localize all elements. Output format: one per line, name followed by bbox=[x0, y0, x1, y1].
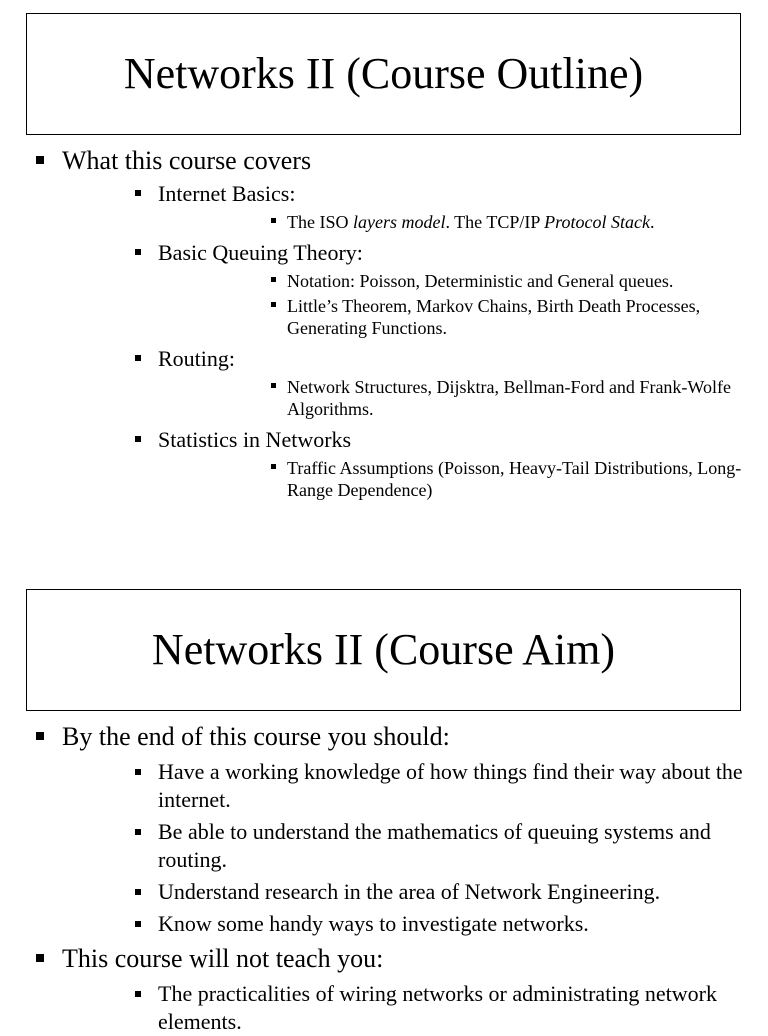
sub-item-list bbox=[62, 980, 768, 1036]
sub-item bbox=[62, 758, 768, 814]
sub-item-list bbox=[62, 758, 768, 938]
slide-title-box bbox=[26, 13, 741, 135]
sub-item bbox=[62, 818, 768, 874]
slide-title: Networks II (Course Outline) bbox=[123, 49, 644, 98]
bullet-item bbox=[0, 146, 768, 501]
section-item bbox=[62, 426, 768, 501]
slide-title-box bbox=[26, 589, 741, 711]
sub-item-text: The practicalities of wiring networks or administrating network elements. bbox=[158, 981, 718, 1034]
italic-term: Protocol Stack bbox=[544, 212, 650, 232]
sub-item-text: Have a working knowledge of how things find their way about the internet. bbox=[158, 759, 743, 812]
sub-item-list bbox=[158, 270, 768, 339]
sub-item-text: Little’s Theorem, Markov Chains, Birth Death Processes, Generating Functions. bbox=[287, 296, 701, 338]
italic-term: layers model bbox=[353, 212, 446, 232]
sub-item bbox=[62, 910, 768, 938]
sub-item-text: Network Structures, Dijsktra, Bellman-Ford and Frank-Wolfe Algorithms. bbox=[287, 377, 731, 419]
slide-content bbox=[0, 146, 768, 501]
bullet-text: What this course covers bbox=[62, 146, 312, 175]
bullet-item bbox=[0, 944, 768, 1036]
section-heading: Statistics in Networks bbox=[158, 427, 352, 452]
sub-item-text: Notation: Poisson, Deterministic and General queues. bbox=[287, 271, 674, 291]
section-heading: Routing: bbox=[158, 346, 236, 371]
sub-item-list bbox=[158, 376, 768, 420]
section-heading: Basic Queuing Theory: bbox=[158, 240, 363, 265]
sub-item-text: The ISO bbox=[287, 212, 353, 232]
bullet-item bbox=[0, 722, 768, 938]
sub-item-text: Traffic Assumptions (Poisson, Heavy-Tail Distributions, Long-Range Dependence) bbox=[287, 458, 742, 500]
slide-course-aim bbox=[0, 576, 768, 1034]
bullet-text: By the end of this course you should: bbox=[62, 722, 450, 751]
sub-item-list bbox=[158, 211, 768, 233]
sub-item-text: Understand research in the area of Network Engineering. bbox=[158, 879, 661, 904]
sub-item bbox=[158, 211, 768, 233]
section-item bbox=[62, 239, 768, 339]
sub-item bbox=[158, 376, 768, 420]
sub-item-text: . bbox=[649, 212, 655, 232]
bullet-list bbox=[0, 722, 768, 1036]
sub-item bbox=[62, 878, 768, 906]
slide-title: Networks II (Course Aim) bbox=[151, 625, 616, 674]
sub-item-text: Know some handy ways to investigate networks. bbox=[158, 911, 589, 936]
sub-item bbox=[158, 295, 768, 339]
sub-item bbox=[158, 457, 768, 501]
bullet-text: This course will not teach you: bbox=[62, 944, 384, 973]
sub-item-list bbox=[158, 457, 768, 501]
section-list bbox=[62, 180, 768, 501]
section-heading: Internet Basics: bbox=[158, 181, 296, 206]
sub-item bbox=[158, 270, 768, 292]
section-item bbox=[62, 345, 768, 420]
slide-content bbox=[0, 722, 768, 1036]
sub-item bbox=[62, 980, 768, 1036]
section-item bbox=[62, 180, 768, 233]
sub-item-text: . The TCP/IP bbox=[445, 212, 545, 232]
bullet-list bbox=[0, 146, 768, 501]
sub-item-text: Be able to understand the mathematics of queuing systems and routing. bbox=[158, 819, 711, 872]
